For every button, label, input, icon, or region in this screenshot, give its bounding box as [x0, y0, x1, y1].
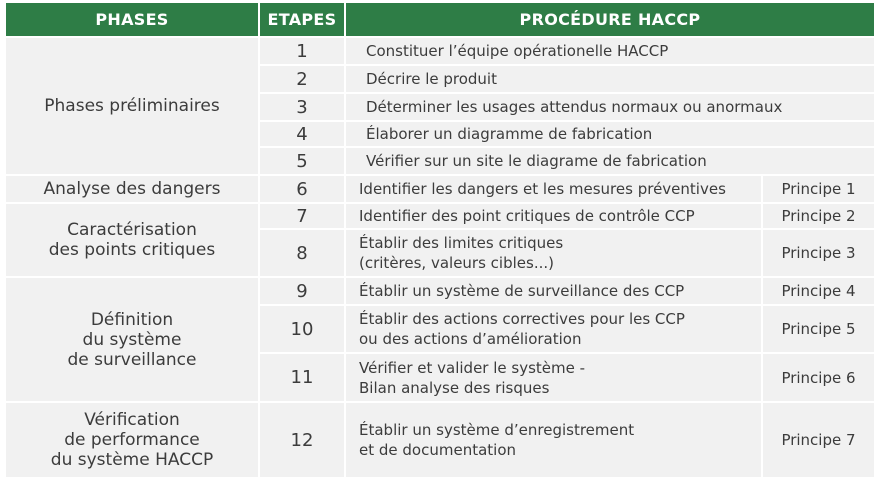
- procedure-text: Déterminer les usages attendus normaux ou anormaux: [346, 94, 874, 120]
- procedure-text: Identifier des point critiques de contrôle CCP: [346, 204, 761, 228]
- principle-label: Principe 5: [763, 306, 874, 352]
- phase-verification-performance: Vérification de performance du système HACCP: [6, 403, 258, 477]
- procedure-text: Identifier les dangers et les mesures préventives: [346, 176, 761, 202]
- header-procedure: PROCÉDURE HACCP: [346, 3, 874, 36]
- procedure-text: Établir un système de surveillance des CCP: [346, 278, 761, 304]
- procedure-text: Établir des actions correctives pour les CCP ou des actions d’amélioration: [346, 306, 761, 352]
- step-number: 9: [260, 278, 344, 304]
- phase-preliminaires: Phases préliminaires: [6, 38, 258, 174]
- step-number: 2: [260, 66, 344, 92]
- phase-definition-surveillance: Définition du système de surveillance: [6, 278, 258, 401]
- step-number: 6: [260, 176, 344, 202]
- step-number: 10: [260, 306, 344, 352]
- header-etapes: ETAPES: [260, 3, 344, 36]
- procedure-text: Constituer l’équipe opérationelle HACCP: [346, 38, 874, 64]
- step-number: 5: [260, 148, 344, 174]
- step-number: 7: [260, 204, 344, 228]
- principle-label: Principe 6: [763, 354, 874, 401]
- step-number: 12: [260, 403, 344, 477]
- step-number: 1: [260, 38, 344, 64]
- phase-caracterisation: Caractérisation des points critiques: [6, 204, 258, 276]
- procedure-text: Établir des limites critiques (critères, valeurs cibles...): [346, 230, 761, 276]
- principle-label: Principe 2: [763, 204, 874, 228]
- step-number: 3: [260, 94, 344, 120]
- principle-label: Principe 3: [763, 230, 874, 276]
- procedure-text: Décrire le produit: [346, 66, 874, 92]
- procedure-text: Établir un système d’enregistrement et de documentation: [346, 403, 761, 477]
- header-phases: PHASES: [6, 3, 258, 36]
- step-number: 4: [260, 122, 344, 146]
- procedure-text: Vérifier sur un site le diagrame de fabrication: [346, 148, 874, 174]
- principle-label: Principe 7: [763, 403, 874, 477]
- principle-label: Principe 4: [763, 278, 874, 304]
- phase-analyse-dangers: Analyse des dangers: [6, 176, 258, 202]
- step-number: 11: [260, 354, 344, 401]
- procedure-text: Élaborer un diagramme de fabrication: [346, 122, 874, 146]
- procedure-text: Vérifier et valider le système - Bilan analyse des risques: [346, 354, 761, 401]
- principle-label: Principe 1: [763, 176, 874, 202]
- step-number: 8: [260, 230, 344, 276]
